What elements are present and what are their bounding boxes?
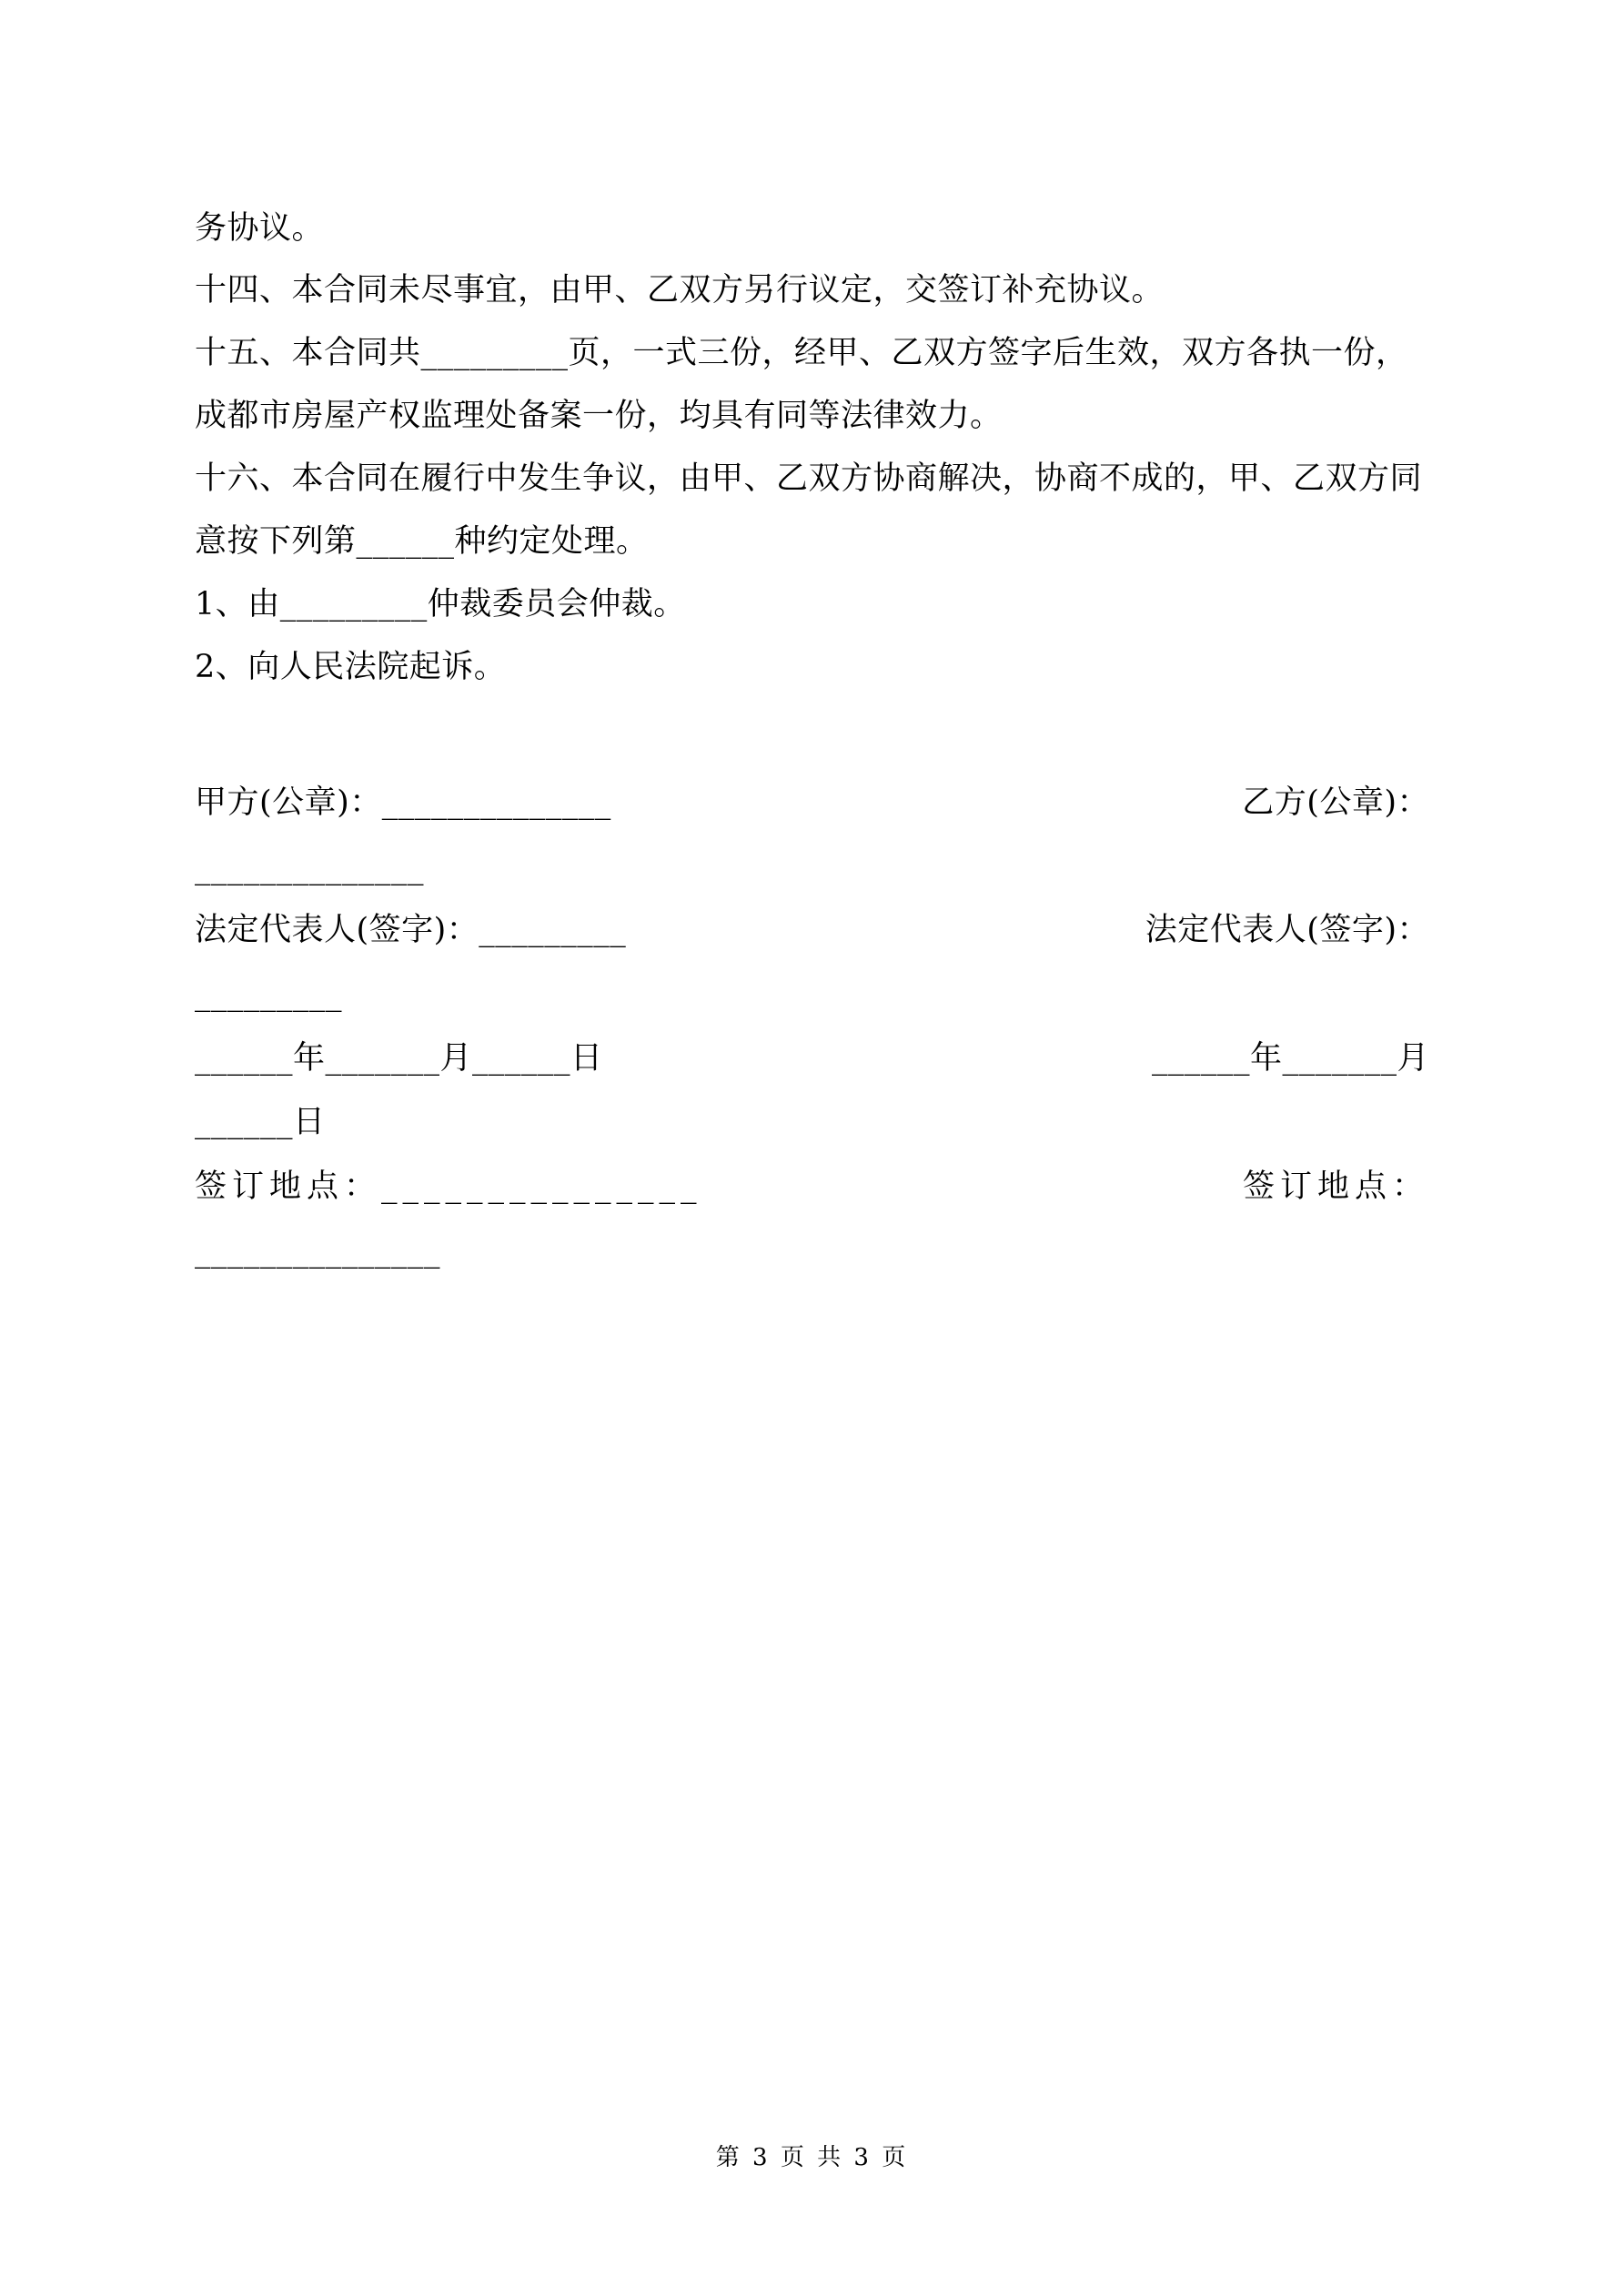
- clause-15-continued: 成都市房屋产权监理处备案一份，均具有同等法律效力。: [195, 398, 1003, 434]
- party-a-seal: 甲方(公章)：______________: [195, 784, 611, 821]
- clause-14: 十四、本合同未尽事宜，由甲、乙双方另行议定，交签订补充协议。: [195, 272, 1165, 308]
- party-a-date: ______年_______月______日: [195, 1040, 603, 1077]
- paragraph-continuation: 务协议。: [195, 210, 325, 247]
- party-b-seal-blank: ______________: [195, 850, 424, 886]
- party-b-signing-place: 签订地点：: [1242, 1168, 1429, 1205]
- party-b-representative: 法定代表人(签字)：: [1145, 912, 1429, 948]
- party-b-date-day: ______日: [195, 1104, 326, 1140]
- clause-16: 十六、本合同在履行中发生争议，由甲、乙双方协商解决，协商不成的，甲、乙双方同: [195, 460, 1423, 497]
- party-a-signing-place: 签订地点：_______________: [195, 1168, 702, 1205]
- party-b-date: ______年_______月: [1151, 1040, 1429, 1077]
- clause-15: 十五、本合同共_________页，一式三份，经甲、乙双方签字后生效，双方各执一份，: [195, 335, 1408, 371]
- page-number-footer: 第 3 页 共 3 页: [715, 2144, 909, 2171]
- party-b-seal: 乙方(公章)：: [1242, 784, 1429, 821]
- party-a-representative: 法定代表人(签字)：_________: [195, 912, 627, 948]
- clause-16-continued: 意按下列第______种约定处理。: [195, 523, 649, 560]
- party-b-signing-place-blank: _______________: [195, 1233, 440, 1269]
- party-b-representative-blank: _________: [195, 976, 342, 1013]
- option-1: 1、由_________仲裁委员会仲裁。: [195, 586, 686, 622]
- option-2: 2、向人民法院起诉。: [195, 649, 507, 685]
